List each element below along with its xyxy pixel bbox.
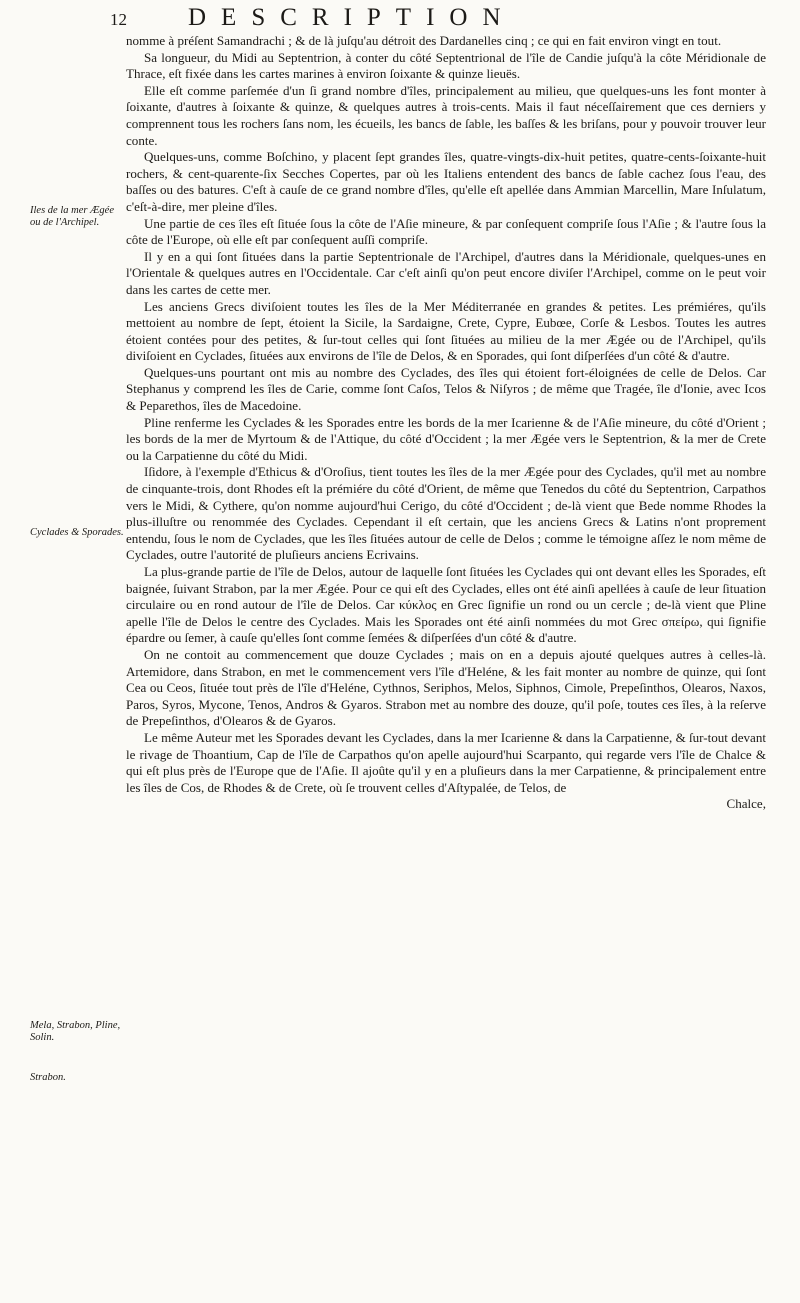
margin-note-iles: Iles de la mer Ægée ou de l'Archipel. xyxy=(30,205,114,228)
paragraph: Elle eſt comme parſemée d'un ſi grand nombre d'îles, principalement au milieu, que quelques-uns les font monter à ſoixante, d'autres à ſoixante & quinze, & quelques autres à trois-cents. Mais il faut néceſſairement que ces derniers y comprennent tous les rochers ſans nom, les écueils, les bancs de ſable, les baſſes & les briſans, pour y pouvoir trouver leur conte. xyxy=(126,82,766,148)
paragraph: Quelques-uns pourtant ont mis au nombre des Cyclades, des îles qui étoient fort-éloignées de celle de Delos. Car Stephanus y comprend les îles de Carie, comme ſont Caſos, Telos & Niſyros ; de même que Tragée, île d'Ionie, avec Icos & Peparethos, îles de Macedoine. xyxy=(126,364,766,414)
paragraph: Il y en a qui ſont ſituées dans la partie Septentrionale de l'Archipel, d'autres dans la Méridionale, quelques-unes en l'Orientale & quelques autres en l'Occidentale. Car c'eſt ainſi qu'on peut encore diviſer l'Archipel, comme on le peut voir dans les cartes de cette mer. xyxy=(126,248,766,297)
page-number: 12 xyxy=(110,10,127,29)
paragraph: Iſidore, à l'exemple d'Ethicus & d'Oroſius, tient toutes les îles de la mer Ægée pour des Cyclades, qu'il met au nombre de cinquante-trois, dont Rhodes eſt la prémiére du côté d'Orient, de même que Tenedos du côté du Septentrion, Carpathos vers le Midi, & Cythere, qu'on nomme aujourd'hui Cerigo, du côté d'Occident ; de-là vient que Bede nomme Rhodes la plus-illuſtre ou renommée des Cyclades. Cependant il eſt certain, que les anciens Grecs & Latins n'ont proprement entendu, ſous le nom de Cyclades, que les îles ſituées autour de celle de Delos ; comme le témoigne aſſez le nom même de Cyclades, outre l'autorité de pluſieurs anciens Ecrivains. xyxy=(126,464,766,563)
margin-note-authors: Mela, Strabon, Pline, Solin. xyxy=(30,1020,121,1043)
paragraph: Le même Auteur met les Sporades devant les Cyclades, dans la mer Icarienne & dans la Carpatienne, & ſur-tout devant le rivage de Thoantium, Cap de l'île de Carpathos qu'on apelle aujourd'hui Scarpanto, qui regarde vers l'île de Chalce & qui eſt plus près de l'Europe que de l'Aſie. Il ajoûte qu'il y en a pluſieurs dans la mer Carpatienne, & principalement entre les îles de Cos, de Rhodes & de Crete, où ſe trouvent celles d'Aſtypalée, de Telos, de xyxy=(126,729,766,795)
paragraph: Sa longueur, du Midi au Septentrion, à conter du côté Septentrional de l'île de Candie juſqu'à la côte Méridionale de Thrace, eſt fixée dans les cartes marines à environ ſoixante & quinze lieuës. xyxy=(126,49,766,82)
paragraph: Les anciens Grecs diviſoient toutes les îles de la Mer Méditerranée en grandes & petites. Les prémiéres, qu'ils mettoient au nombre de ſept, étoient la Sicile, la Sardaigne, Crete, Cypre, Eubœe, Corſe & Lesbos. Toutes les autres étoient contées pour des petites, & ſur-tout celles qui ſont ſituées au milieu de la mer Ægée ou de l'Archipel, qu'ils diviſoient en Cyclades, ſituées aux environs de l'île de Delos, & en Sporades, qui ſont diſperſées d'un côté & d'autre. xyxy=(126,298,766,364)
paragraph: La plus-grande partie de l'île de Delos, autour de laquelle ſont ſituées les Cyclades qui ont devant elles les Sporades, eſt baignée, ſuivant Strabon, par la mer Ægée. Pour ce qui eſt des Cyclades, elles ont été ainſi apellées à cauſe de leur ſituation circulaire ou en rond autour de l'île de Delos. Car κύκλος en Grec ſignifie un rond ou un cercle ; de-là vient que Pline apelle l'île de Delos le centre des Cyclades. Mais les Sporades ont été ainſi nommées du mot Grec σπείρω, qui ſignifie épardre ou ſemer, à cauſe qu'elles ſont comme ſemées & diſperſées d'un côté & d'autre. xyxy=(126,564,766,646)
body-text xyxy=(126,33,766,813)
paragraph: Une partie de ces îles eſt ſituée ſous la côte de l'Aſie mineure, & par conſequent compriſe ſous l'Aſie ; & l'autre ſous la côte de l'Europe, où elle eſt par conſequent auſſi compriſe. xyxy=(126,215,766,248)
margin-note-strabon: Strabon. xyxy=(30,1072,66,1083)
catchword: Chalce, xyxy=(726,796,766,812)
running-title: DESCRIPTION xyxy=(188,4,516,31)
paragraph: Pline renferme les Cyclades & les Sporades entre les bords de la mer Icarienne & de l'Aſie mineure, du côté d'Orient ; les bords de la mer de Myrtoum & de l'Attique, du côté d'Occident ; la mer Ægée vers le Septentrion, & la mer de Crete ou la Carpatienne du côté du Midi. xyxy=(126,414,766,463)
paragraph: Quelques-uns, comme Boſchino, y placent ſept grandes îles, quatre-vingts-dix-huit petites, quatre-cents-ſoixante-huit rochers, & cent-quarente-ſix Secches Copertes, par où les Italiens entendent des bancs de ſable cachez ſous l'eau, des baſſes ou des batures. C'eſt à cauſe de ce grand nombre d'îles, qu'elle eſt apellée dans Ammian Marcellin, Mare Inſulatum, c'eſt-à-dire, mer pleine d'îles. xyxy=(126,149,766,214)
margin-note-cyclades: Cyclades & Sporades. xyxy=(30,527,124,538)
paragraph: On ne contoit au commencement que douze Cyclades ; mais on en a depuis ajouté quelques autres à celles-là. Artemidore, dans Strabon, en met le commencement vers l'île d'Heléne, & les fait monter au nombre de quinze, qui ſont Cea ou Ceos, ſituée tout près de l'île d'Heléne, Cythnos, Seriphos, Melos, Siphnos, Cimole, Prepeſinthos, Olearos, Naxos, Paros, Syros, Mycone, Tenos, Andros & Gyaros. Strabon met au nombre des douze, qu'il poſe, toutes ces îles, à la reſerve de Prepeſinthos, d'Olearos & de Gyaros. xyxy=(126,646,766,729)
paragraph: nomme à préſent Samandrachi ; & de là juſqu'au détroit des Dardanelles cinq ; ce qui en fait environ vingt en tout. xyxy=(126,33,722,48)
